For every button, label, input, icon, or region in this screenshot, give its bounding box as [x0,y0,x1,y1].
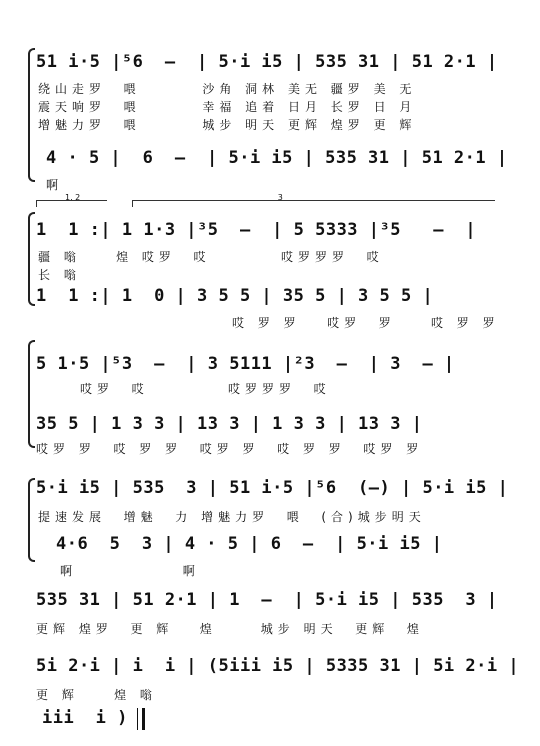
system-bracket [28,48,35,182]
system-bracket [28,478,35,562]
bass-line: 4 · 5 | 6 – | 5·i i5 | 535 31 | 51 2·1 | [46,148,508,168]
melody-line: 1 1 :| 1 1·3 |³5 – | 5 5333 |³5 – | [36,220,477,240]
bass-lyric: 啊 [46,178,64,192]
final-barline-thin [137,708,138,730]
bass-lyric: 啊 啊 [60,564,200,578]
bass-line: 4·6 5 3 | 4 · 5 | 6 – | 5·i i5 | [56,534,443,554]
bass-lyric: 哎 罗 罗 哎罗 罗 哎 罗 罗 [232,316,500,330]
lyric-line-1: 哎罗 哎 哎罗罗罗 哎 [80,382,331,396]
lyric-line-2: 震天响罗 喂 幸福 追着 日月 长罗 日 月 [38,100,417,114]
lyric-line-2: 长 嗡 [38,268,81,282]
melody-line: 5·i i5 | 535 3 | 51 i·5 |⁵6 (–) | 5·i i5 | [36,478,509,498]
lyric-line-3: 增魅力罗 喂 城步 明天 更辉 煌罗 更 辉 [38,118,417,132]
system-bracket [28,340,35,448]
melody-line: 5i 2·i | i i | (5iii i5 | 5335 31 | 5i 2·i | [36,656,520,676]
volta-1-2: 1. 2 [36,200,107,207]
bass-line: 1 1 :| 1 0 | 3 5 5 | 35 5 | 3 5 5 | [36,286,434,306]
melody-line: 51 i·5 |⁵6 – | 5·i i5 | 535 31 | 51 2·1 | [36,52,498,72]
melody-line: iii i ) [42,708,128,728]
lyric-line-1: 提速发展 增魅 力 增魅力罗 喂 (合)城步明天 [38,510,426,524]
volta-3: 3 [132,200,495,207]
lyric-line-1: 疆 嗡 煌 哎罗 哎 哎罗罗罗 哎 [38,250,384,264]
bass-lyric: 哎罗 罗 哎 罗 罗 哎罗 罗 哎 罗 罗 哎罗 罗 [36,442,424,456]
melody-line: 535 31 | 51 2·1 | 1 – | 5·i i5 | 535 3 | [36,590,498,610]
lyric-line-1: 更 辉 煌 嗡 [36,688,157,702]
bass-line: 35 5 | 1 3 3 | 13 3 | 1 3 3 | 13 3 | [36,414,423,434]
lyric-line-1: 更辉 煌罗 更 辉 煌 城步 明天 更辉 煌 [36,622,424,636]
lyric-line-1: 绕山走罗 喂 沙角 洞林 美无 疆罗 美 无 [38,82,417,96]
final-barline [142,708,145,730]
system-bracket [28,212,35,306]
melody-line: 5 1·5 |⁵3 – | 3 5111 |²3 – | 3 – | [36,354,455,374]
